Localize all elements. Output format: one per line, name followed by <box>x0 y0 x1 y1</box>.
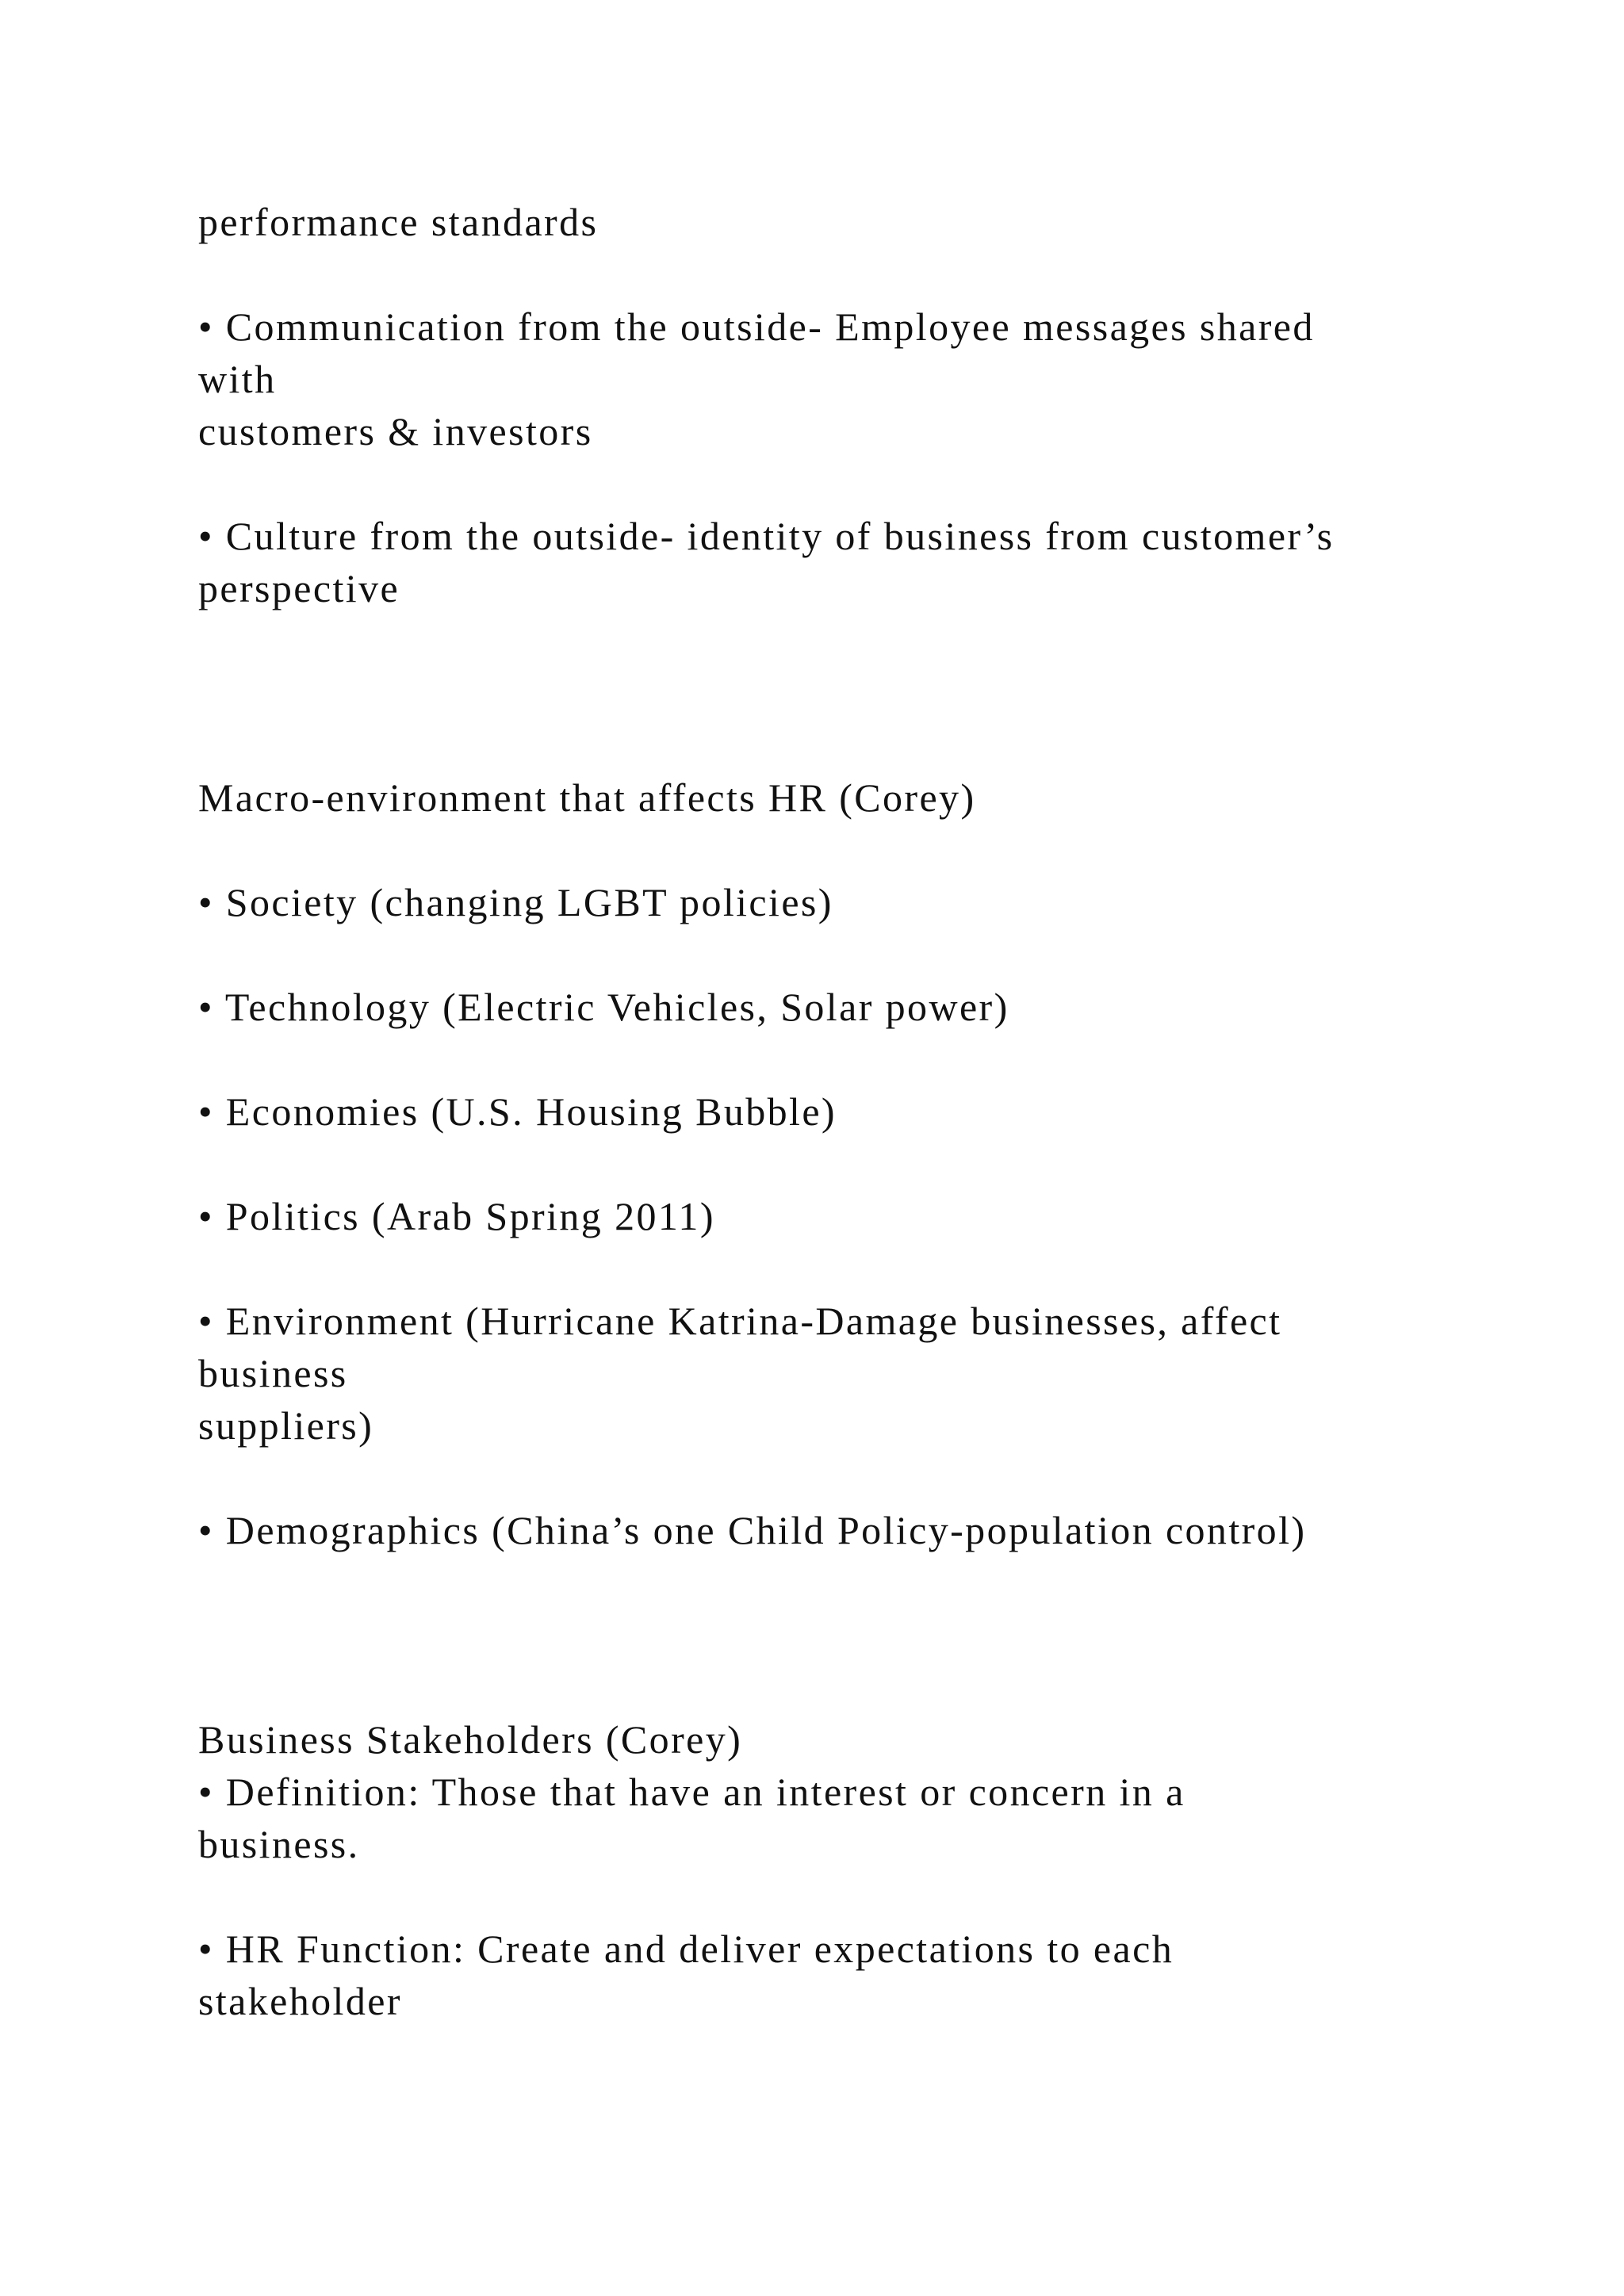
bullet-culture: • Culture from the outside- identity of business from customer’s <box>198 514 1335 558</box>
bullet-hr-function: • HR Function: Create and deliver expectations to each <box>198 1927 1174 1971</box>
bullet-definition: • Definition: Those that have an interest or concern in a <box>198 1770 1185 1814</box>
bullet-environment: • Environment (Hurricane Katrina-Damage businesses, affect <box>198 1299 1282 1343</box>
bullet-communication: • Communication from the outside- Employee messages shared <box>198 304 1315 349</box>
section-heading-macro-environment: Macro-environment that affects HR (Corey) <box>198 775 976 820</box>
text-line: business. <box>198 1822 360 1866</box>
bullet-politics: • Politics (Arab Spring 2011) <box>198 1194 715 1238</box>
text-line: performance standards <box>198 200 599 244</box>
text-line: suppliers) <box>198 1403 374 1448</box>
text-line: customers & investors <box>198 409 593 453</box>
text-line: business <box>198 1351 348 1395</box>
bullet-technology: • Technology (Electric Vehicles, Solar power) <box>198 985 1009 1029</box>
text-line: stakeholder <box>198 1979 402 2023</box>
bullet-demographics: • Demographics (China’s one Child Policy-population control) <box>198 1508 1307 1552</box>
text-line: perspective <box>198 566 400 610</box>
bullet-economies: • Economies (U.S. Housing Bubble) <box>198 1089 837 1134</box>
text-line: with <box>198 357 277 401</box>
section-heading-business-stakeholders: Business Stakeholders (Corey) <box>198 1717 743 1762</box>
bullet-society: • Society (changing LGBT policies) <box>198 880 833 924</box>
